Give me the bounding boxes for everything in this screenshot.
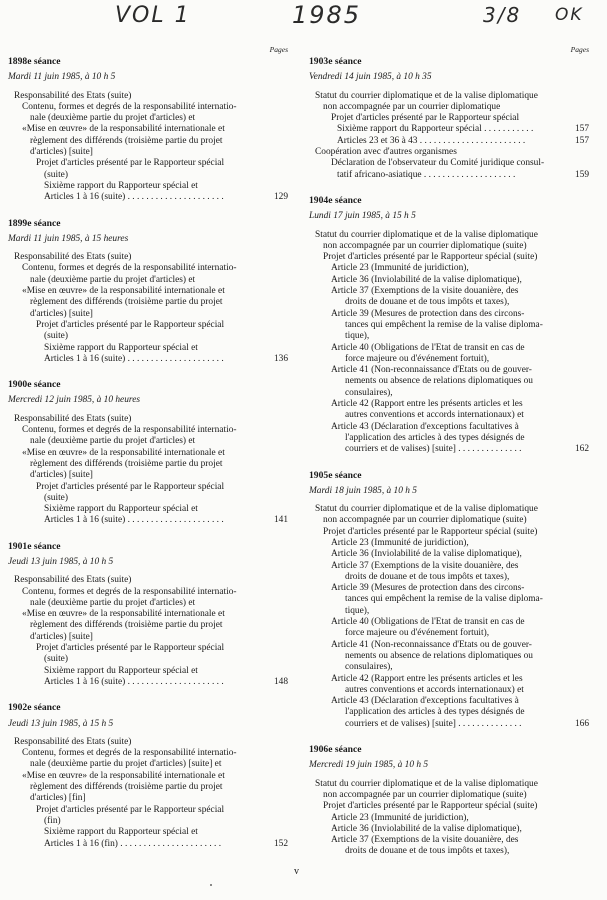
- handwritten-fraction-note: 3/8: [483, 3, 522, 27]
- toc-line: tique),: [345, 331, 370, 342]
- toc-line: (suite): [44, 169, 68, 180]
- toc-line: Sixième rapport du Rapporteur spécial et: [44, 827, 198, 838]
- left-column: [8, 44, 288, 850]
- page-number: 157: [574, 124, 589, 135]
- toc-line: Article 37 (Exemptions de la visite douanière, des: [331, 286, 519, 297]
- toc-line: Article 39 (Mesures de protection dans des circons-: [331, 583, 525, 594]
- toc-line: Articles 1 à 16 (suite) . . . . . . . . . . . . . . . . . . . . .: [44, 192, 224, 203]
- toc-line: Articles 1 à 16 (suite) . . . . . . . . . . . . . . . . . . . . .: [44, 353, 224, 364]
- session-title: 1903e séance: [309, 56, 362, 67]
- session-date: Mercredi 19 juin 1985, à 10 h 5: [309, 760, 429, 771]
- toc-line: règlement des différends (troisième partie du projet: [30, 135, 223, 146]
- footer-page-number: v: [294, 866, 299, 877]
- toc-line: d'articles) [suite]: [30, 308, 93, 319]
- handwritten-year-note: 1985: [292, 1, 362, 29]
- toc-line: Déclaration de l'observateur du Comité juridique consul-: [331, 158, 545, 169]
- toc-entry: [309, 719, 589, 730]
- toc-line: courriers et de valises) [suite] . . . . . . . . . . . . . .: [345, 718, 522, 729]
- toc-line: autres conventions et accords internationaux) et: [345, 684, 524, 695]
- toc-line: Article 41 (Non-reconnaissance d'Etats ou de gouver-: [331, 365, 532, 376]
- toc-line: consulaires),: [345, 387, 393, 398]
- page-number: 148: [273, 676, 288, 687]
- toc-line: courriers et de valises) [suite] . . . . . . . . . . . . . .: [345, 444, 522, 455]
- toc-line: droits de douane et de tous impôts et taxes),: [345, 571, 510, 582]
- toc-entry: [8, 192, 288, 203]
- page-number: 141: [273, 515, 288, 526]
- toc-line: règlement des différends (troisième partie du projet: [30, 620, 223, 631]
- toc-line: Sixième rapport du Rapporteur spécial . . . . . . . . . . .: [337, 124, 534, 135]
- session-date: Mardi 11 juin 1985, à 10 h 5: [8, 72, 116, 83]
- toc-line: nements ou absence de relations diplomatiques ou: [345, 650, 533, 661]
- toc-line: tatif africano-asiatique . . . . . . . . . . . . . . . . . . . .: [337, 169, 516, 180]
- session-date: Mardi 18 juin 1985, à 10 h 5: [309, 485, 417, 496]
- toc-line: d'articles) [suite]: [30, 470, 93, 481]
- toc-line: non accompagnée par un courrier diplomatique (suite): [323, 789, 527, 800]
- toc-line: Article 37 (Exemptions de la visite douanière, des: [331, 560, 519, 571]
- page-number: 166: [574, 718, 589, 729]
- session-title: 1906e séance: [309, 744, 362, 756]
- session-1901: [8, 541, 288, 689]
- toc-line: Responsabilité des Etats (suite): [14, 252, 132, 263]
- toc-line: «Mise en œuvre» de la responsabilité internationale et: [22, 609, 225, 620]
- toc-line: d'articles) [suite]: [30, 147, 93, 158]
- toc-line: «Mise en œuvre» de la responsabilité internationale et: [22, 286, 225, 297]
- toc-line: (suite): [44, 492, 68, 503]
- toc-line: Article 37 (Exemptions de la visite douanière, des: [331, 835, 519, 846]
- toc-line: nale (deuxième partie du projet d'articles) et: [30, 597, 196, 608]
- toc-line: Article 41 (Non-reconnaissance d'Etats ou de gouver-: [331, 639, 532, 650]
- toc-entry: [8, 677, 288, 688]
- paper-speck: [210, 884, 212, 886]
- toc-line: (suite): [44, 331, 68, 342]
- toc-line: Article 23 (Immunité de juridiction),: [331, 263, 469, 274]
- toc-line: Article 36 (Inviolabilité de la valise diplomatique),: [331, 823, 522, 834]
- session-1903: [309, 56, 589, 181]
- toc-line: Projet d'articles présenté par le Rapporteur spécial: [36, 643, 225, 654]
- toc-line: (suite): [44, 654, 68, 665]
- toc-line: Responsabilité des Etats (suite): [14, 575, 132, 586]
- page-number: 162: [574, 444, 589, 455]
- toc-line: Projet d'articles présenté par le Rapporteur spécial (suite): [323, 526, 538, 537]
- toc-line: Statut du courrier diplomatique et de la valise diplomatique: [315, 504, 538, 515]
- toc-line: Article 40 (Obligations de l'Etat de transit en cas de: [331, 617, 525, 628]
- toc-entry: [8, 515, 288, 526]
- toc-line: Responsabilité des Etats (suite): [14, 90, 132, 101]
- toc-line: Article 23 (Immunité de juridiction),: [331, 812, 469, 823]
- toc-entry: [309, 136, 589, 147]
- toc-line: non accompagnée par un courrier diplomatique (suite): [323, 515, 527, 526]
- toc-line: (fin): [44, 815, 61, 826]
- toc-line: Sixième rapport du Rapporteur spécial et: [44, 180, 198, 191]
- toc-line: Projet d'articles présenté par le Rapporteur spécial: [36, 804, 225, 815]
- toc-line: Projet d'articles présenté par le Rapporteur spécial: [36, 481, 225, 492]
- session-1899: [8, 218, 288, 366]
- session-date: Jeudi 13 juin 1985, à 15 h 5: [8, 718, 114, 729]
- toc-line: Articles 1 à 16 (suite) . . . . . . . . . . . . . . . . . . . . .: [44, 515, 224, 526]
- toc-line: Projet d'articles présenté par le Rapporteur spécial: [36, 319, 225, 330]
- session-date: Vendredi 14 juin 1985, à 10 h 35: [309, 72, 432, 83]
- toc-entry: [8, 839, 288, 850]
- session-title: 1904e séance: [309, 194, 362, 206]
- session-title: 1900e séance: [8, 379, 61, 391]
- page-number: 136: [273, 353, 288, 364]
- toc-line: nale (deuxième partie du projet d'articles) et: [30, 274, 196, 285]
- toc-line: Statut du courrier diplomatique et de la valise diplomatique: [315, 229, 538, 240]
- page-number: 129: [273, 192, 288, 203]
- toc-line: non accompagnée par un courrier diplomatique: [323, 101, 501, 112]
- page-number: 157: [574, 135, 589, 146]
- session-1902: [8, 702, 288, 850]
- session-1898: [8, 56, 288, 204]
- toc-line: Article 42 (Rapport entre les présents articles et les: [331, 673, 523, 684]
- toc-line: Contenu, formes et degrés de la responsabilité internatio-: [22, 586, 237, 597]
- toc-line: Contenu, formes et degrés de la responsabilité internatio-: [22, 101, 237, 112]
- toc-line: «Mise en œuvre» de la responsabilité internationale et: [22, 447, 225, 458]
- session-title: 1902e séance: [8, 702, 61, 714]
- toc-line: Article 42 (Rapport entre les présents articles et les: [331, 399, 523, 410]
- toc-line: Contenu, formes et degrés de la responsabilité internatio-: [22, 425, 237, 436]
- toc-line: nements ou absence de relations diplomatiques ou: [345, 376, 533, 387]
- pages-header: Pages: [570, 45, 589, 54]
- toc-line: Article 23 (Immunité de juridiction),: [331, 537, 469, 548]
- toc-line: règlement des différends (troisième partie du projet: [30, 458, 223, 469]
- toc-line: nale (deuxième partie du projet d'articles) et: [30, 113, 196, 124]
- toc-line: tique),: [345, 605, 370, 616]
- toc-line: tances qui empêchent la remise de la valise diploma-: [345, 319, 543, 330]
- toc-entry: [8, 354, 288, 365]
- pages-header: Pages: [269, 45, 288, 54]
- right-column: [309, 44, 589, 858]
- toc-line: Articles 23 et 36 à 43 . . . . . . . . . . . . . . . . . . . . . . .: [337, 135, 526, 146]
- session-1905: [309, 470, 589, 731]
- toc-line: Statut du courrier diplomatique et de la valise diplomatique: [315, 778, 538, 789]
- toc-line: droits de douane et de tous impôts et taxes),: [345, 846, 510, 857]
- toc-line: consulaires),: [345, 662, 393, 673]
- toc-line: Articles 1 à 16 (fin) . . . . . . . . . . . . . . . . . . . . . .: [44, 838, 222, 849]
- toc-line: Article 43 (Déclaration d'exceptions facultatives à: [331, 696, 519, 707]
- toc-line: Sixième rapport du Rapporteur spécial et: [44, 342, 198, 353]
- toc-line: règlement des différends (troisième partie du projet: [30, 782, 223, 793]
- toc-line: force majeure ou d'événement fortuit),: [345, 628, 490, 639]
- toc-line: Contenu, formes et degrés de la responsabilité internatio-: [22, 263, 237, 274]
- toc-line: Sixième rapport du Rapporteur spécial et: [44, 665, 198, 676]
- toc-line: Contenu, formes et degrés de la responsabilité internatio-: [22, 748, 237, 759]
- toc-line: règlement des différends (troisième partie du projet: [30, 297, 223, 308]
- toc-line: d'articles) [fin]: [30, 793, 86, 804]
- toc-line: droits de douane et de tous impôts et taxes),: [345, 297, 510, 308]
- toc-entry: [309, 170, 589, 181]
- session-title: 1898e séance: [8, 56, 61, 67]
- toc-line: Coopération avec d'autres organismes: [315, 147, 457, 158]
- toc-line: Articles 1 à 16 (suite) . . . . . . . . . . . . . . . . . . . . .: [44, 676, 224, 687]
- session-date: Mercredi 12 juin 1985, à 10 heures: [8, 395, 141, 406]
- session-date: Lundi 17 juin 1985, à 15 h 5: [309, 211, 416, 222]
- toc-line: nale (deuxième partie du projet d'articles) [suite] et: [30, 759, 222, 770]
- toc-line: Projet d'articles présenté par le Rapporteur spécial: [36, 158, 225, 169]
- toc-line: tances qui empêchent la remise de la valise diploma-: [345, 594, 543, 605]
- toc-line: «Mise en œuvre» de la responsabilité internationale et: [22, 124, 225, 135]
- toc-line: Article 43 (Déclaration d'exceptions facultatives à: [331, 421, 519, 432]
- toc-line: l'application des articles à des types désignés de: [345, 707, 525, 718]
- handwritten-ok-note: OK: [555, 5, 584, 25]
- session-1904: [309, 195, 589, 456]
- toc-entry: [309, 124, 589, 135]
- session-date: Mardi 11 juin 1985, à 15 heures: [8, 233, 129, 244]
- session-1906: [309, 744, 589, 858]
- session-title: 1905e séance: [309, 469, 362, 481]
- page-number: 159: [574, 169, 589, 180]
- handwritten-volume-note: VOL 1: [115, 3, 191, 28]
- session-title: 1901e séance: [8, 540, 61, 552]
- toc-line: nale (deuxième partie du projet d'articles) et: [30, 436, 196, 447]
- toc-line: «Mise en œuvre» de la responsabilité internationale et: [22, 770, 225, 781]
- toc-line: Article 39 (Mesures de protection dans des circons-: [331, 308, 525, 319]
- toc-line: Responsabilité des Etats (suite): [14, 736, 132, 747]
- toc-line: l'application des articles à des types désignés de: [345, 432, 525, 443]
- toc-line: Article 40 (Obligations de l'Etat de transit en cas de: [331, 342, 525, 353]
- toc-line: Statut du courrier diplomatique et de la valise diplomatique: [315, 90, 538, 101]
- toc-line: Sixième rapport du Rapporteur spécial et: [44, 504, 198, 515]
- toc-line: Article 36 (Inviolabilité de la valise diplomatique),: [331, 549, 522, 560]
- toc-line: Projet d'articles présenté par le Rapporteur spécial (suite): [323, 801, 538, 812]
- session-date: Jeudi 13 juin 1985, à 10 h 5: [8, 556, 114, 567]
- toc-line: Projet d'articles présenté par le Rapporteur spécial: [331, 113, 520, 124]
- session-1900: [8, 379, 288, 527]
- toc-line: autres conventions et accords internationaux) et: [345, 410, 524, 421]
- toc-line: force majeure ou d'événement fortuit),: [345, 353, 490, 364]
- toc-line: Projet d'articles présenté par le Rapporteur spécial (suite): [323, 252, 538, 263]
- toc-line: d'articles) [suite]: [30, 631, 93, 642]
- toc-line: Article 36 (Inviolabilité de la valise diplomatique),: [331, 274, 522, 285]
- page-number: 152: [273, 838, 288, 849]
- toc-entry: [309, 444, 589, 455]
- toc-line: Responsabilité des Etats (suite): [14, 413, 132, 424]
- session-title: 1899e séance: [8, 217, 61, 229]
- toc-line: non accompagnée par un courrier diplomatique (suite): [323, 240, 527, 251]
